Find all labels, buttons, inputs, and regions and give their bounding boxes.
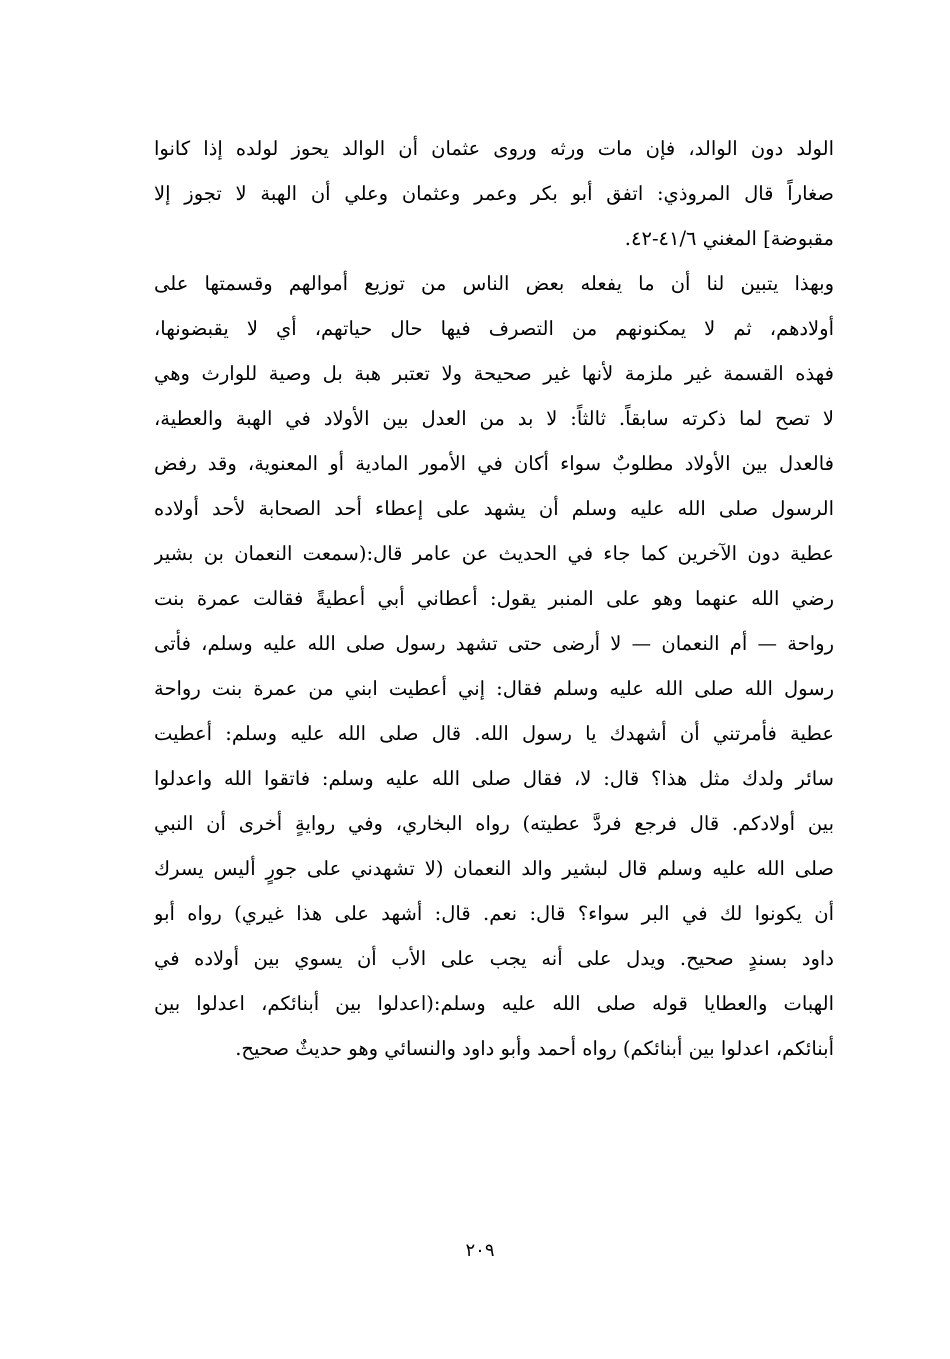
text-line-12: رواحة — أم النعمان — لا أرضى حتى تشهد رسول صلى الله عليه وسلم، فأتى [154,632,834,655]
text-line-7: لا تصح لما ذكرته سابقاً. ثالثاً: لا بد من العدل بين الأولاد في الهبة والعطية، [154,407,834,430]
text-line-19: داود بسندٍ صحيح. ويدل على أنه يجب على الأب أن يسوي بين أولاده في [154,947,834,970]
text-line-20: الهبات والعطايا قوله صلى الله عليه وسلم:(اعدلوا بين أبنائكم، اعدلوا بين [154,992,834,1015]
text-line-5: أولادهم، ثم لا يمكنونهم من التصرف فيها حال حياتهم، أي لا يقبضونها، [154,317,834,340]
text-line-9: الرسول صلى الله عليه وسلم أن يشهد على إعطاء أحد الصحابة لأحد أولاده [154,497,834,520]
text-line-21: أبنائكم، اعدلوا بين أبنائكم) رواه أحمد وأبو داود والنسائي وهو حديثٌ صحيح. [235,1037,834,1060]
text-line-13: رسول الله صلى الله عليه وسلم فقال: إني أعطيت ابني من عمرة بنت رواحة [154,677,834,700]
text-line-3: مقبوضة] المغني ٤١/٦-٤٢. [624,227,834,250]
page-number: ٢٠٩ [465,1240,495,1261]
text-line-10: عطية دون الآخرين كما جاء في الحديث عن عامر قال:(سمعت النعمان بن بشير [154,542,834,565]
text-line-6: فهذه القسمة غير ملزمة لأنها غير صحيحة ولا تعتبر هبة بل وصية للوارث وهي [154,362,834,385]
text-line-1: الولد دون الوالد، فإن مات ورثه وروى عثمان أن الوالد يحوز لولده إذا كانوا [154,137,834,160]
text-line-14: عطية فأمرتني أن أشهدك يا رسول الله. قال صلى الله عليه وسلم: أعطيت [154,722,834,745]
text-line-4: وبهذا يتبين لنا أن ما يفعله بعض الناس من توزيع أموالهم وقسمتها على [154,272,834,295]
text-line-16: بين أولادكم. قال فرجع فردَّ عطيته) رواه البخاري، وفي روايةٍ أخرى أن النبي [154,812,834,835]
body-text [154,126,834,1071]
text-line-8: فالعدل بين الأولاد مطلوبٌ سواء أكان في الأمور المادية أو المعنوية، وقد رفض [154,452,834,475]
text-line-11: رضي الله عنهما وهو على المنبر يقول: أعطاني أبي أعطيةً فقالت عمرة بنت [154,587,834,610]
text-line-17: صلى الله عليه وسلم قال لبشير والد النعمان (لا تشهدني على جورٍ أليس يسرك [154,857,834,880]
text-line-15: سائر ولدك مثل هذا؟ قال: لا، فقال صلى الله عليه وسلم: فاتقوا الله واعدلوا [154,767,834,790]
text-line-2: صغاراً قال المروذي: اتفق أبو بكر وعمر وعثمان وعلي أن الهبة لا تجوز إلا [154,182,834,205]
text-line-18: أن يكونوا لك في البر سواء؟ قال: نعم. قال: أشهد على هذا غيري) رواه أبو [154,902,834,925]
